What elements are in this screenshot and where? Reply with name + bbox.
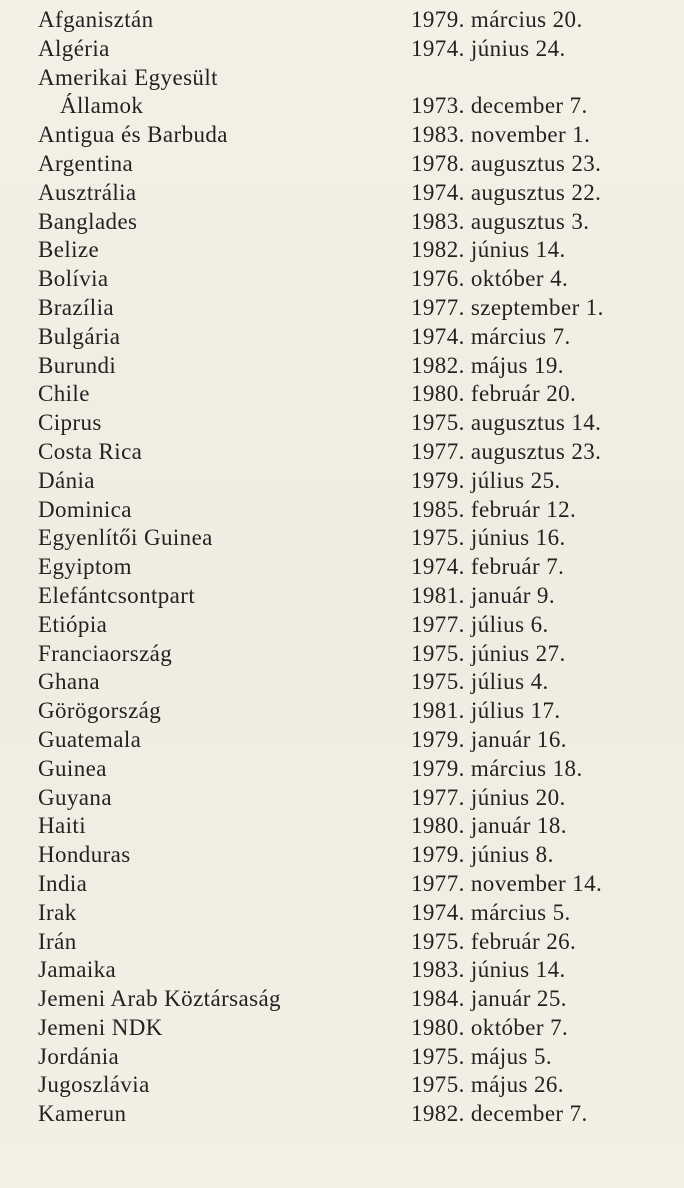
country-name: Guyana [38, 784, 112, 810]
list-item [0, 611, 684, 640]
country-name: Egyiptom [38, 554, 132, 580]
list-item [0, 179, 684, 208]
date-value: 1975. május 26. [411, 1072, 564, 1098]
date-value: 1979. január 16. [411, 726, 567, 752]
country-name: Algéria [38, 35, 110, 61]
date-value: 1980. február 20. [411, 381, 577, 407]
list-item [0, 438, 684, 467]
date-value: 1980. január 18. [411, 813, 567, 839]
list-item [0, 64, 684, 93]
country-name: Irak [38, 899, 77, 925]
date-value: 1975. június 16. [411, 525, 566, 551]
country-name: Államok [60, 93, 144, 119]
date-value: 1982. május 19. [411, 352, 564, 378]
date-value: 1982. december 7. [411, 1101, 588, 1127]
list-item [0, 467, 684, 496]
list-item [0, 697, 684, 726]
list-item [0, 323, 684, 352]
country-name: Görögország [38, 698, 162, 724]
list-item [0, 640, 684, 669]
country-name: Jugoszlávia [38, 1072, 150, 1098]
country-name: Jamaika [38, 957, 117, 983]
date-value: 1977. augusztus 23. [411, 438, 602, 464]
country-name: Costa Rica [38, 438, 143, 464]
date-value: 1977. július 6. [411, 611, 549, 637]
list-item [0, 870, 684, 899]
country-name: India [38, 870, 88, 896]
list-item [0, 409, 684, 438]
list-item [0, 6, 684, 35]
list-item [0, 841, 684, 870]
country-name: Ghana [38, 669, 101, 695]
list-item [0, 928, 684, 957]
country-name: Belize [38, 237, 100, 263]
list-item [0, 524, 684, 553]
list-item [0, 380, 684, 409]
list-item [0, 812, 684, 841]
country-name: Jemeni NDK [38, 1014, 163, 1040]
list-item [0, 755, 684, 784]
date-value: 1974. február 7. [411, 554, 565, 580]
list-item [0, 1100, 684, 1129]
date-value: 1975. július 4. [411, 669, 549, 695]
date-value: 1979. július 25. [411, 467, 561, 493]
date-value: 1974. március 7. [411, 323, 571, 349]
date-value: 1984. január 25. [411, 986, 567, 1012]
date-value: 1975. május 5. [411, 1043, 553, 1069]
country-name: Elefántcsontpart [38, 582, 196, 608]
list-item [0, 35, 684, 64]
date-value: 1974. március 5. [411, 899, 571, 925]
date-value: 1979. március 20. [411, 7, 583, 32]
list-item [0, 1014, 684, 1043]
date-value: 1981. január 9. [411, 582, 555, 608]
date-value: 1981. július 17. [411, 698, 561, 724]
list-item [0, 496, 684, 525]
list-item [0, 236, 684, 265]
country-name: Burundi [38, 352, 117, 378]
list-item [0, 784, 684, 813]
list-item [0, 553, 684, 582]
date-value: 1977. szeptember 1. [411, 294, 604, 320]
list-item [0, 265, 684, 294]
country-name: Antigua és Barbuda [38, 122, 228, 148]
list-item [0, 208, 684, 237]
country-date-list [0, 6, 684, 1129]
country-name: Guinea [38, 755, 107, 781]
list-item [0, 352, 684, 381]
date-value: 1982. június 14. [411, 237, 566, 263]
date-value: 1975. augusztus 14. [411, 410, 602, 436]
country-name: Bulgária [38, 323, 121, 349]
country-name: Brazília [38, 294, 114, 320]
country-name: Dánia [38, 467, 95, 493]
date-value: 1985. február 12. [411, 496, 577, 522]
date-value: 1978. augusztus 23. [411, 150, 602, 176]
list-item [0, 956, 684, 985]
date-value: 1983. augusztus 3. [411, 208, 590, 234]
date-value: 1977. június 20. [411, 784, 566, 810]
country-name: Dominica [38, 496, 132, 522]
country-name: Egyenlítői Guinea [38, 525, 213, 551]
list-item [0, 92, 684, 121]
list-item [0, 985, 684, 1014]
list-item [0, 150, 684, 179]
date-value: 1974. június 24. [411, 35, 566, 61]
date-value: 1980. október 7. [411, 1014, 569, 1040]
country-name: Ciprus [38, 410, 102, 436]
list-item [0, 1071, 684, 1100]
list-item [0, 899, 684, 928]
date-value: 1973. december 7. [411, 93, 588, 119]
country-name: Honduras [38, 842, 131, 868]
list-item [0, 726, 684, 755]
list-item [0, 294, 684, 323]
country-name: Kamerun [38, 1101, 127, 1127]
list-item [0, 121, 684, 150]
country-name: Afganisztán [38, 7, 154, 32]
date-value: 1979. március 18. [411, 755, 583, 781]
list-item [0, 668, 684, 697]
country-name: Jordánia [38, 1043, 120, 1069]
country-name: Etiópia [38, 611, 108, 637]
country-name: Banglades [38, 208, 138, 234]
date-value: 1976. október 4. [411, 266, 569, 292]
country-name: Argentina [38, 150, 134, 176]
country-name: Guatemala [38, 726, 142, 752]
date-value: 1975. június 27. [411, 640, 566, 666]
list-item [0, 582, 684, 611]
date-value: 1975. február 26. [411, 928, 577, 954]
list-item [0, 1043, 684, 1072]
date-value: 1979. június 8. [411, 842, 554, 868]
country-name: Haiti [38, 813, 86, 839]
country-name: Amerikai Egyesült [38, 64, 218, 90]
date-value: 1977. november 14. [411, 870, 603, 896]
country-name: Ausztrália [38, 179, 137, 205]
date-value: 1983. november 1. [411, 122, 591, 148]
date-value: 1974. augusztus 22. [411, 179, 602, 205]
country-name: Jemeni Arab Köztársaság [38, 986, 281, 1012]
country-name: Franciaország [38, 640, 173, 666]
country-name: Bolívia [38, 266, 109, 292]
country-name: Irán [38, 928, 77, 954]
date-value: 1983. június 14. [411, 957, 566, 983]
country-name: Chile [38, 381, 90, 407]
